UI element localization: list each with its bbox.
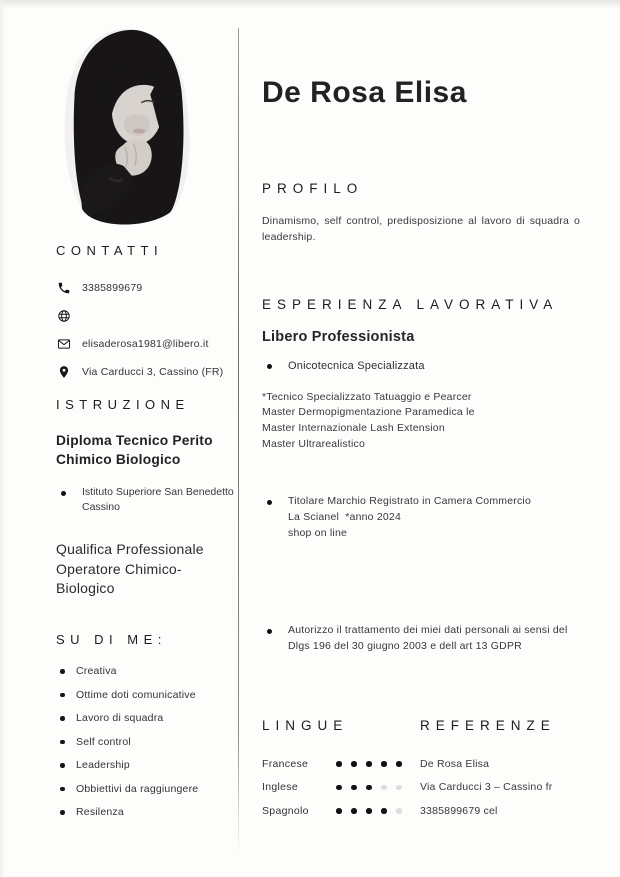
address-text: Via Carducci 3, Cassino (FR) xyxy=(82,365,224,378)
level-dot-filled xyxy=(366,761,372,767)
language-level-dots xyxy=(336,785,402,791)
trait-item: Ottime doti comunicative xyxy=(56,689,238,701)
reference-lines xyxy=(420,752,595,823)
section-lingue xyxy=(262,718,412,823)
bullet-icon xyxy=(267,500,272,505)
location-icon xyxy=(56,364,71,379)
language-level-dots xyxy=(336,761,402,767)
trademark-line: Titolare Marchio Registrato in Camera Commercio xyxy=(288,495,531,507)
section-esperienza xyxy=(262,297,592,453)
language-name: Spagnolo xyxy=(262,804,309,817)
section-profilo xyxy=(262,181,580,246)
specialization-text: Onicotecnica Specializzata xyxy=(288,360,425,372)
bullet-icon xyxy=(61,491,66,496)
language-name: Inglese xyxy=(262,781,298,794)
language-name: Francese xyxy=(262,757,309,770)
trait-item: Creativa xyxy=(56,665,238,677)
su-di-me-heading: SU DI ME: xyxy=(56,632,167,647)
email-icon xyxy=(56,336,71,351)
contact-website-row xyxy=(56,308,232,323)
scan-edge-left xyxy=(0,0,5,877)
profilo-heading: PROFILO xyxy=(262,181,364,196)
level-dot-filled xyxy=(366,785,372,791)
trademark-line: La Scianel *anno 2024 xyxy=(288,510,401,523)
level-dot-empty xyxy=(381,785,387,791)
contact-email-row xyxy=(56,336,232,351)
level-dot-filled xyxy=(396,761,402,767)
contact-address-row xyxy=(56,364,232,379)
email-address: elisaderosa1981@libero.it xyxy=(82,337,209,350)
profilo-text: Dinamismo, self control, predisposizione al lavoro di squadra o leadership. xyxy=(262,215,580,244)
language-row xyxy=(262,752,412,776)
level-dot-filled xyxy=(351,785,357,791)
phone-number: 3385899679 xyxy=(82,281,143,294)
language-row xyxy=(262,799,412,823)
level-dot-filled xyxy=(336,761,342,767)
trait-item: Leadership xyxy=(56,759,238,771)
trait-item: Lavoro di squadra xyxy=(56,712,238,724)
istruzione-heading: ISTRUZIONE xyxy=(56,397,190,412)
bullet-icon xyxy=(267,364,272,369)
language-level-dots xyxy=(336,808,402,814)
privacy-line: Dlgs 196 del 30 giugno 2003 e dell art 13 GDPR xyxy=(288,639,522,652)
privacy-bullet xyxy=(262,623,592,655)
portrait-illustration xyxy=(52,26,204,236)
privacy-line: Autorizzo il trattamento dei miei dati personali ai sensi del xyxy=(288,624,568,636)
section-su-di-me xyxy=(56,632,238,818)
qualification-line: Master Internazionale Lash Extension xyxy=(262,422,445,434)
trait-item: Obbiettivi da raggiungere xyxy=(56,783,238,795)
level-dot-filled xyxy=(336,785,342,791)
level-dot-filled xyxy=(381,808,387,814)
column-divider xyxy=(238,28,239,855)
degree-title: Diploma Tecnico Perito Chimico Biologico xyxy=(56,433,213,468)
language-row xyxy=(262,776,412,800)
qualification-line: *Tecnico Specializzato Tatuaggio e Pearcer xyxy=(262,390,472,403)
section-contatti xyxy=(56,243,232,379)
section-referenze xyxy=(420,718,595,823)
page-title: De Rosa Elisa xyxy=(262,76,467,109)
section-istruzione xyxy=(56,397,238,599)
level-dot-filled xyxy=(351,761,357,767)
phone-icon xyxy=(56,280,71,295)
esperienza-heading: ESPERIENZA LAVORATIVA xyxy=(262,297,559,312)
traits-list xyxy=(56,665,238,818)
trait-item: Self control xyxy=(56,736,238,748)
privacy-lines xyxy=(288,623,568,655)
trademark-line: shop on line xyxy=(288,526,348,539)
level-dot-empty xyxy=(396,808,402,814)
level-dot-filled xyxy=(351,808,357,814)
level-dot-filled xyxy=(366,808,372,814)
qualification-line: Master Ultrarealistico xyxy=(262,437,366,450)
globe-icon xyxy=(56,308,71,323)
experience-bullet xyxy=(262,358,592,375)
qualifications-list xyxy=(262,390,592,453)
level-dot-filled xyxy=(336,808,342,814)
level-dot-filled xyxy=(381,761,387,767)
bullet-icon xyxy=(267,629,272,634)
trait-item: Resilenza xyxy=(56,806,238,818)
reference-line: 3385899679 cel xyxy=(420,804,498,817)
qualification-line: Master Dermopigmentazione Paramedica le xyxy=(262,406,475,419)
trademark-lines xyxy=(288,494,531,541)
degree-title: Qualifica Professionale Operatore Chimico-Biologico xyxy=(56,541,204,597)
lingue-heading: LINGUE xyxy=(262,718,349,733)
reference-line: Via Carducci 3 – Cassino fr xyxy=(420,781,553,794)
contact-phone-row xyxy=(56,280,232,295)
level-dot-empty xyxy=(396,785,402,791)
referenze-heading: REFERENZE xyxy=(420,718,556,733)
school-row xyxy=(56,485,238,517)
job-title: Libero Professionista xyxy=(262,329,415,345)
school-name: Istituto Superiore San Benedetto Cassino xyxy=(82,485,234,514)
profile-photo xyxy=(52,26,204,236)
reference-line: De Rosa Elisa xyxy=(420,757,490,770)
scan-edge-top xyxy=(0,0,620,9)
contatti-heading: CONTATTI xyxy=(56,243,164,258)
trademark-bullet xyxy=(262,494,592,541)
